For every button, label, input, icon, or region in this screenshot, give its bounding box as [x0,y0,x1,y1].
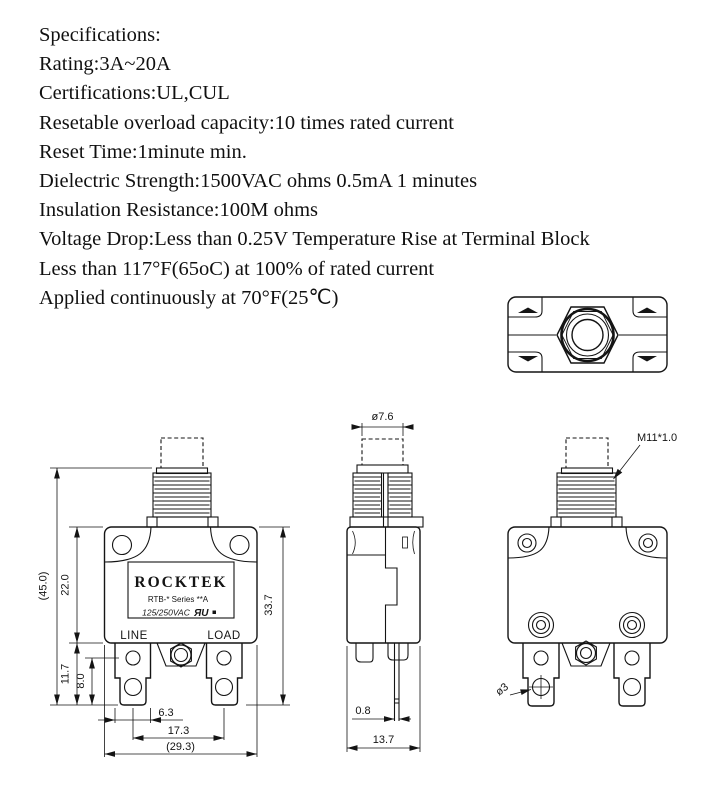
bushing-mid-ring [567,314,609,356]
svg-text:11.7: 11.7 [59,663,72,685]
rear-view [493,432,677,706]
svg-text:33.7: 33.7 [263,594,275,616]
dim-blade-thickness [352,705,411,719]
svg-text:6.3: 6.3 [158,707,174,719]
rear-mounting-hole-right [639,534,657,552]
rear-button-pressed-outline [566,438,608,468]
center-slot [384,473,389,527]
spec-line-temp-rise: Less than 117°F(65oC) at 100% of rated current [39,257,435,280]
push-button-pressed-outline [161,438,203,468]
spec-line-insulation: Insulation Resistance:100M ohms [39,199,319,222]
dim-blade-width [98,707,183,723]
center-mount-boss [157,643,205,667]
mold-chevron-bottom-right [637,356,657,362]
bushing-outer-ring [562,309,614,361]
spec-line-certifications: Certifications:UL,CUL [39,82,230,105]
parting-line-step [386,527,398,643]
rivet-right [620,613,645,638]
rivet-left [529,613,554,638]
side-foot-right [388,643,408,660]
mold-chevron-bottom-left [518,356,538,362]
callout-hole-diameter [493,681,531,698]
terminal-blade-edge [395,643,400,721]
svg-text:8.0: 8.0 [75,673,87,689]
svg-text:22.0: 22.0 [59,574,72,596]
svg-text:13.7: 13.7 [372,734,395,746]
spec-line-rating: Rating:3A~20A [39,53,171,76]
hex-nut-chamfer [562,311,613,358]
mounting-ears [105,527,258,562]
spec-line-title: Specifications: [39,24,161,46]
spec-line-overload: Resetable overload capacity:10 times rated current [39,111,454,134]
dim-button-diameter [352,411,413,436]
line-terminal-label: LINE [120,630,148,642]
spec-line-dielectric: Dielectric Strength:1500VAC ohms 0.5mA 1 minutes [39,170,478,193]
svg-text:M11*1.0: M11*1.0 [637,432,678,444]
threaded-neck [153,473,211,517]
side-view [347,411,423,752]
rear-mounting-hole-left [518,534,536,552]
load-terminal-label: LOAD [207,630,241,642]
side-body [347,527,420,643]
svg-text:17.3: 17.3 [167,725,190,737]
spec-line-reset-time: Reset Time:1minute min. [39,140,247,163]
svg-text:ø7.6: ø7.6 [371,411,394,423]
front-view [38,438,291,757]
mounting-flange [147,517,218,527]
rear-flange [551,517,622,527]
svg-text:(29.3): (29.3) [166,741,195,753]
voltage-text: 125/250VAC [142,607,190,618]
svg-text:0.8: 0.8 [355,705,371,717]
side-threaded-neck [353,473,412,527]
svg-text:ø3: ø3 [493,680,511,699]
side-mold-curves [353,531,415,554]
top-view [508,297,667,372]
hole-crosshair [529,675,553,699]
dim-hole-to-bottom [75,658,119,705]
mounting-hole-left [113,536,132,555]
side-foot-left [356,643,373,662]
spec-line-applied: Applied continuously at 70°F(25℃) [39,286,339,309]
rear-center-boss [562,641,610,666]
side-button-pressed-outline [362,439,403,465]
mold-chevron-top-right [637,308,657,314]
line-terminal-blade [115,643,151,705]
product-label [128,562,234,619]
side-latch-detail [403,537,408,548]
brand-text: ROCKTEK [134,574,228,591]
rear-terminal-right [614,643,650,706]
side-flange [350,517,423,527]
mold-chevron-top-left [518,308,538,314]
dim-terminal-spacing [133,708,224,740]
button-top-circle [572,320,603,351]
ul-recognized-mark: ЯU [194,608,209,619]
series-text: RTB-* Series **A [147,595,209,604]
dim-body-plus-terminals [246,527,290,705]
rear-threaded-neck [557,473,616,517]
rear-terminal-left [523,643,559,706]
dim-body-height [60,527,104,643]
callout-thread-spec [614,432,678,479]
svg-text:(45.0): (45.0) [37,571,50,601]
spec-line-voltage-drop: Voltage Drop:Less than 0.25V Temperature Rise at Terminal Block [39,228,590,251]
mounting-hole-right [230,536,249,555]
ul-mark-dot [213,611,217,615]
side-button-cap [357,465,408,473]
load-terminal-blade [207,643,243,705]
